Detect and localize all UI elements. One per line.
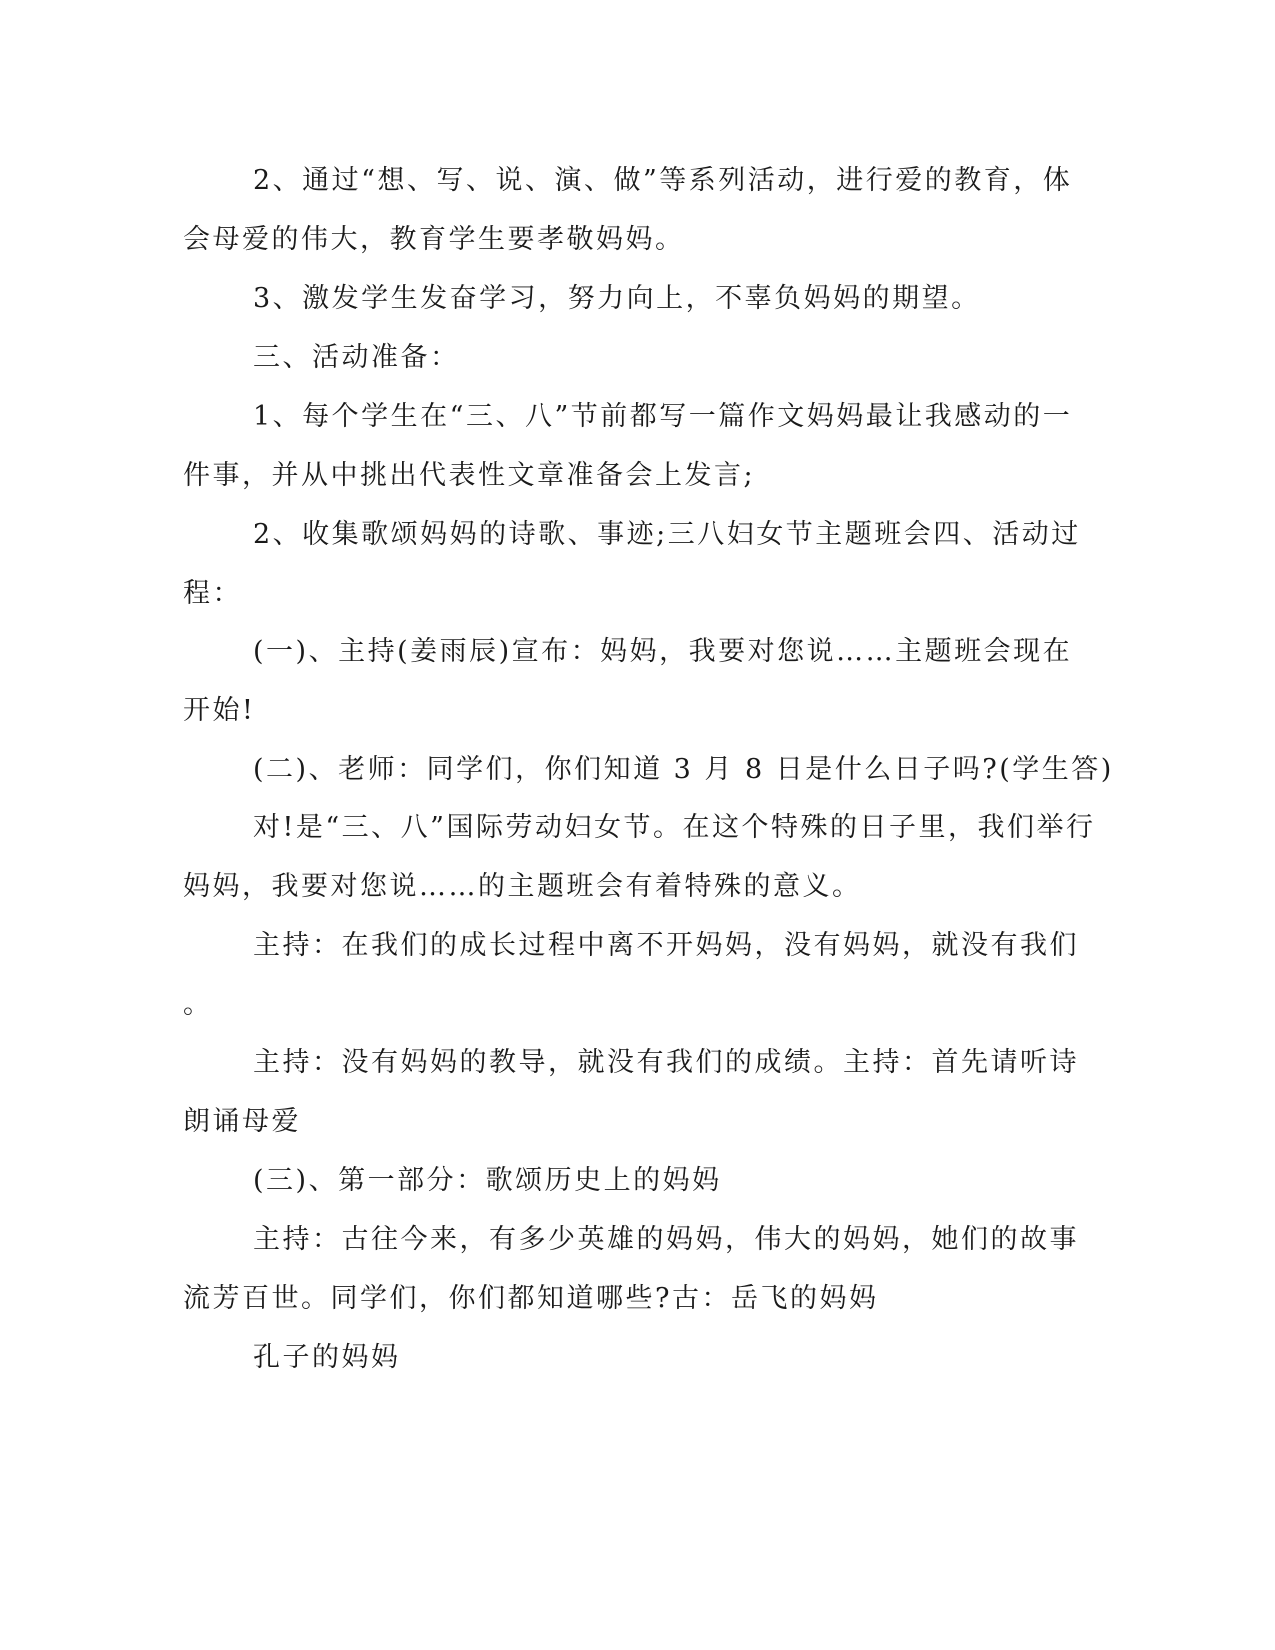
paragraph-line: 。 [183, 989, 213, 1020]
paragraph-line: 件事，并从中挑出代表性文章准备会上发言; [183, 460, 756, 491]
paragraph-line: 会母爱的伟大，教育学生要孝敬妈妈。 [183, 224, 685, 255]
paragraph-line: (一)、主持(姜雨辰)宣布：妈妈，我要对您说……主题班会现在 [253, 636, 1073, 667]
paragraph-line: 开始! [183, 695, 256, 726]
paragraph-line: 孔子的妈妈 [253, 1342, 401, 1373]
paragraph-line: 1、每个学生在“三、八”节前都写一篇作文妈妈最让我感动的一 [253, 401, 1073, 432]
paragraph-line: 程： [183, 578, 242, 609]
paragraph-line: 2、收集歌颂妈妈的诗歌、事迹;三八妇女节主题班会四、活动过 [253, 519, 1081, 550]
section-heading: 三、活动准备： [253, 342, 460, 373]
paragraph-line: (二)、老师：同学们，你们知道 3 月 8 日是什么日子吗?(学生答) [253, 754, 1114, 785]
paragraph-line: 对!是“三、八”国际劳动妇女节。在这个特殊的日子里，我们举行 [253, 812, 1096, 843]
paragraph-line: 主持：古往今来，有多少英雄的妈妈，伟大的妈妈，她们的故事 [253, 1224, 1079, 1255]
paragraph-line: 流芳百世。同学们，你们都知道哪些?古：岳飞的妈妈 [183, 1283, 879, 1314]
paragraph-line: 主持：没有妈妈的教导，就没有我们的成绩。主持：首先请听诗 [253, 1047, 1079, 1078]
paragraph-line: 妈妈，我要对您说……的主题班会有着特殊的意义。 [183, 871, 862, 902]
paragraph-line: 2、通过“想、写、说、演、做”等系列活动，进行爱的教育，体 [253, 165, 1073, 196]
paragraph-line: 朗诵母爱 [183, 1106, 301, 1137]
paragraph-line: 主持：在我们的成长过程中离不开妈妈，没有妈妈，就没有我们 [253, 930, 1079, 961]
paragraph-line: (三)、第一部分：歌颂历史上的妈妈 [253, 1165, 722, 1196]
paragraph-line: 3、激发学生发奋学习，努力向上，不辜负妈妈的期望。 [253, 283, 981, 314]
